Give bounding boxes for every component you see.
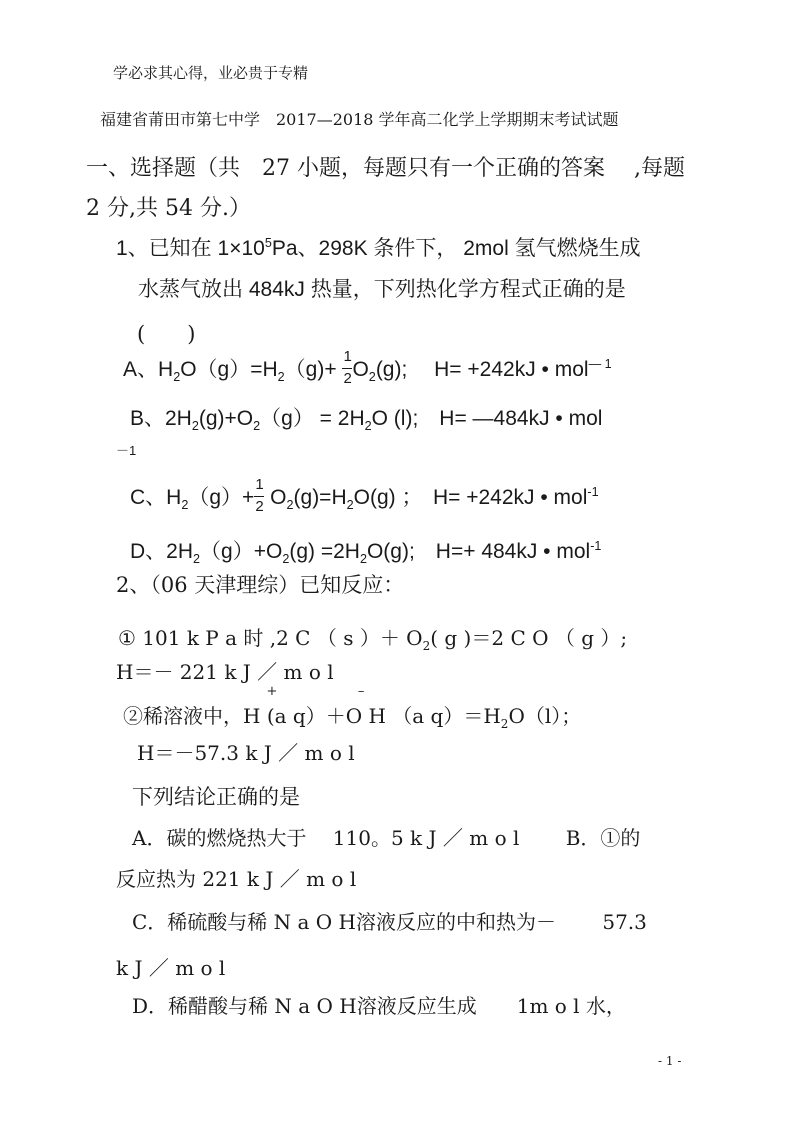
q1-stem-part: 1、已知在 1×10: [116, 237, 265, 260]
text: （g）+: [188, 486, 255, 509]
subscript: 2: [359, 552, 367, 567]
subscript: 2: [368, 370, 376, 385]
text: （g） = 2H: [260, 407, 365, 430]
text: O（l）；: [508, 704, 582, 728]
subscript: 2: [282, 552, 290, 567]
fraction-denominator: 2: [343, 370, 352, 388]
text: ( g )＝2 C O （ g ）;: [430, 626, 628, 650]
fraction-bar: [254, 496, 264, 497]
text: (a q）＋O H: [266, 704, 386, 728]
charge-minus: –: [357, 684, 365, 699]
subscript: 2: [173, 370, 181, 385]
text: (g); H= +242kJ • mol: [375, 358, 589, 381]
q1-stem-part: Pa、298K 条件下， 2mol 氢气燃烧生成: [271, 237, 641, 260]
fraction-numerator: 1: [343, 348, 352, 366]
section-heading-line2: 2 分,共 54 分.）: [86, 196, 251, 221]
q1-option-d: [130, 535, 601, 566]
q1-answer-paren: ( ): [137, 322, 196, 346]
q2-option-c: C．稀硫酸与稀 N a O H溶液反应的中和热为－ 57.3: [132, 910, 647, 934]
q1-stem-line1: [116, 232, 641, 262]
q1-option-a: [123, 348, 612, 388]
q2-reaction-1: [118, 622, 627, 653]
subscript: 2: [191, 419, 199, 434]
subscript: 2: [253, 419, 261, 434]
page-number: - 1 -: [658, 1054, 682, 1068]
text: (g)+O: [198, 407, 254, 430]
text: A、H: [123, 358, 174, 381]
subscript: 2: [346, 498, 354, 513]
q2-option-d: D．稀醋酸与稀 N a O H溶液反应生成 1m o l 水，: [132, 994, 626, 1018]
text: O（g）=H: [180, 358, 278, 381]
subscript: 2: [277, 370, 285, 385]
text: （g）+O: [200, 540, 283, 563]
fraction-denominator: 2: [255, 498, 264, 516]
superscript: — 1: [588, 357, 612, 371]
q1-stem-line2: 水蒸气放出 484kJ 热量，下列热化学方程式正确的是: [138, 278, 626, 301]
header-motto: 学必求其心得，业必贵于专精: [113, 64, 309, 82]
q1-option-c: [130, 476, 599, 516]
subscript: 2: [500, 717, 509, 731]
text: ②稀溶液中，H: [123, 704, 261, 728]
fraction-one-half: [342, 348, 352, 388]
subscript: 2: [422, 639, 431, 653]
q2-reaction-2-enthalpy: H＝－57.3 k J ／ m o l: [137, 741, 355, 765]
page-title: 福建省莆田市第七中学 2017—2018 学年高二化学上学期期末考试试题: [100, 110, 619, 129]
text: ① 101 k P a 时 ,2 C （ s ）＋ O: [118, 626, 423, 650]
section-heading-line1: 一、选择题（共 27 小题，每题只有一个正确的答案 ,每题: [86, 156, 685, 181]
fraction-one-half: [254, 476, 264, 516]
q2-reaction-1-enthalpy: H＝－ 221 k J ／ m o l: [116, 660, 334, 684]
charge-plus: +: [266, 684, 278, 699]
superscript: -1: [587, 485, 599, 499]
q2-question: 下列结论正确的是: [132, 785, 300, 809]
text: （g)+: [284, 358, 343, 381]
q2-option-b-cont: 反应热为 221 k J ／ m o l: [116, 867, 357, 891]
q2-option-c-cont: k J ／ m o l: [116, 956, 226, 980]
subscript: 2: [286, 498, 294, 513]
subscript: 2: [181, 498, 189, 513]
q2-option-a-b: A．碳的燃烧热大于 110。5 k J ／ m o l B．①的: [132, 826, 641, 850]
q1-option-b: [130, 402, 602, 433]
text: O(g); H=+ 484kJ • mol: [366, 540, 591, 563]
superscript: -1: [590, 539, 602, 553]
text: C、H: [130, 486, 182, 509]
text: O: [270, 486, 287, 509]
text: (g)=H: [293, 486, 347, 509]
text: D、2H: [130, 540, 194, 563]
subscript: 2: [193, 552, 201, 567]
q2-reaction-2: [123, 684, 582, 731]
q1-option-b-exponent: －1: [116, 443, 137, 458]
text: O(g) ； H= +242kJ • mol: [353, 486, 588, 509]
fraction-numerator: 1: [255, 476, 264, 494]
text: (g) =2H: [289, 540, 360, 563]
q2-stem: 2、（06 天津理综）已知反应：: [116, 573, 405, 597]
q1-stem-exponent: 5: [264, 236, 272, 250]
text: O (l); H= —484kJ • mol: [371, 407, 603, 430]
text: O: [352, 358, 369, 381]
text: B、2H: [130, 407, 192, 430]
fraction-bar: [342, 368, 352, 369]
text: （a q）＝H: [392, 704, 501, 728]
subscript: 2: [364, 419, 372, 434]
